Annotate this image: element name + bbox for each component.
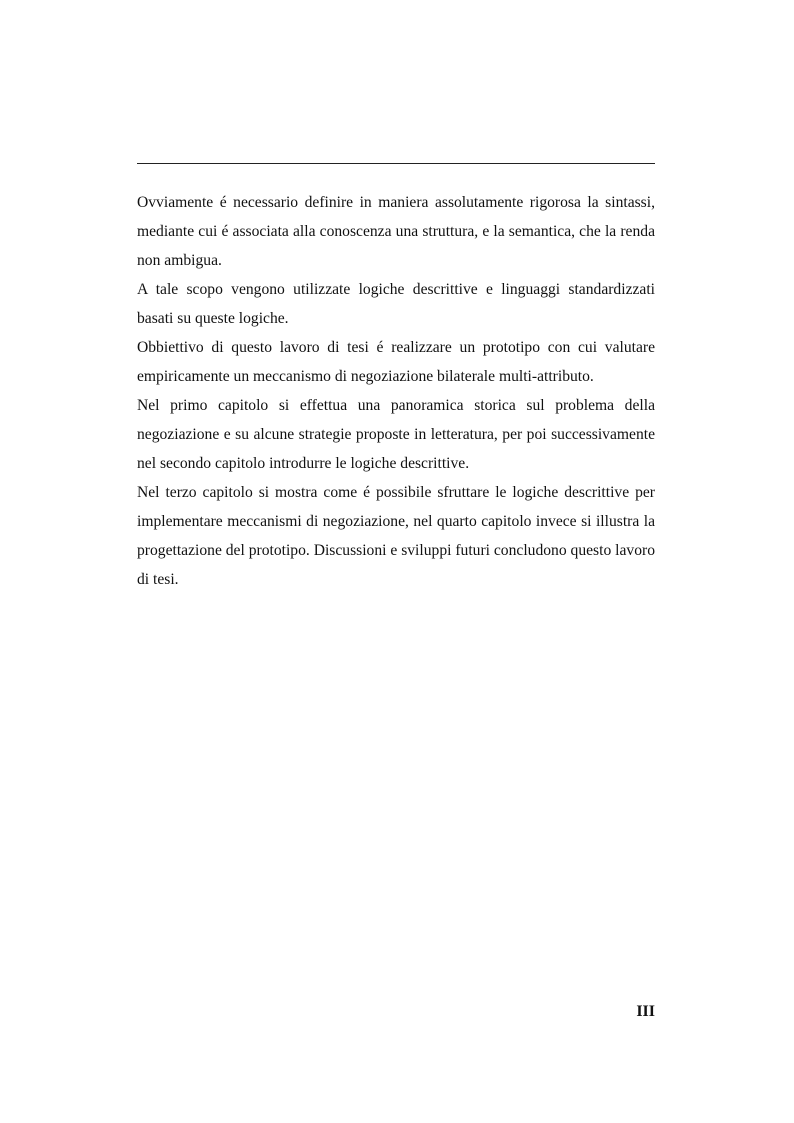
paragraph: Nel primo capitolo si effettua una panoramica storica sul problema della negoziazione e su alcune strategie proposte in letteratura, per poi successivamente nel secondo capitolo introdurre le logiche descrittive. <box>137 397 655 472</box>
paragraph: Nel terzo capitolo si mostra come é possibile sfruttare le logiche descrittive per implementare meccanismi di negoziazione, nel quarto capitolo invece si illustra la progettazione del prototipo. Discussioni e sviluppi futuri concludono questo lavoro di tesi. <box>137 484 655 588</box>
paragraph: A tale scopo vengono utilizzate logiche descrittive e linguaggi standardizzati basati su queste logiche. <box>137 281 655 327</box>
paragraph: Obbiettivo di questo lavoro di tesi é realizzare un prototipo con cui valutare empiricamente un meccanismo di negoziazione bilaterale multi-attributo. <box>137 339 655 385</box>
header-rule <box>137 163 655 164</box>
body-text <box>137 188 655 594</box>
paragraph: Ovviamente é necessario definire in maniera assolutamente rigorosa la sintassi, mediante cui é associata alla conoscenza una struttura, e la semantica, che la renda non ambigua. <box>137 194 655 269</box>
page-number: III <box>636 1003 655 1020</box>
